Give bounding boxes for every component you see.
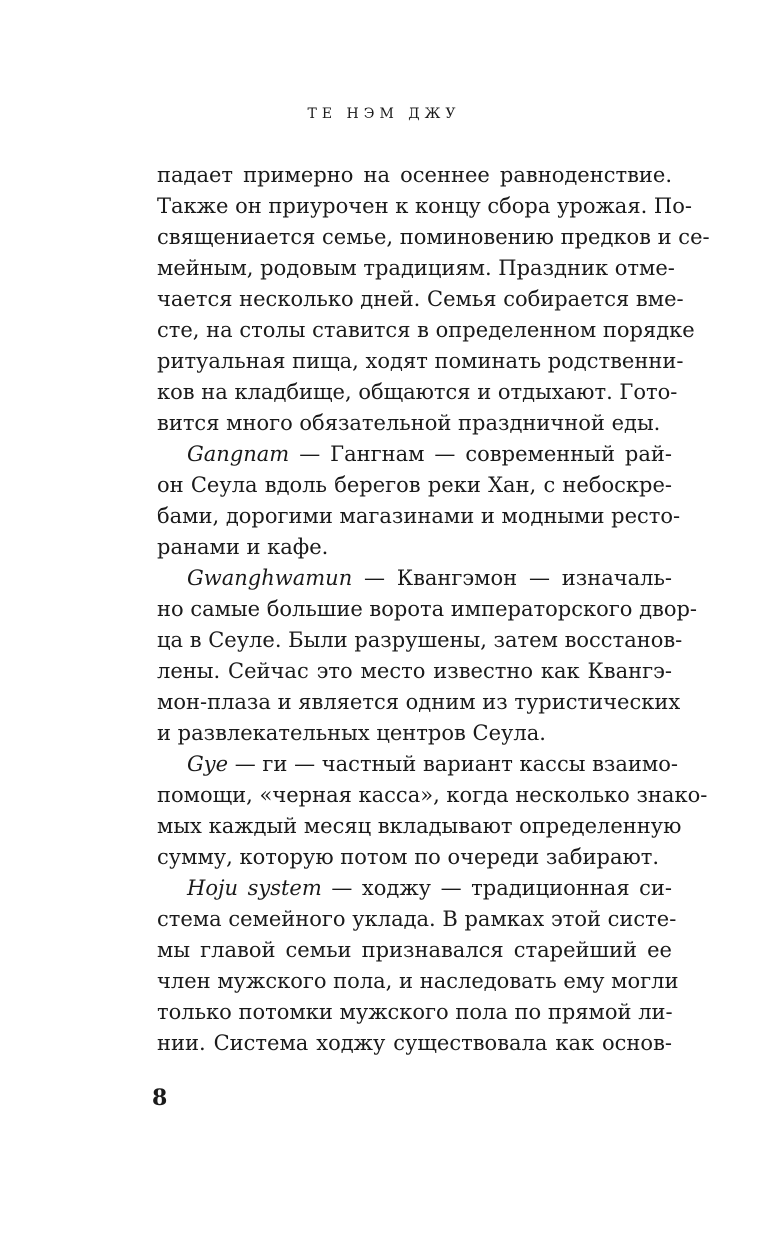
text-line: только потомки мужского пола по прямой ли- xyxy=(157,1000,673,1024)
text-line: чается несколько дней. Семья собирается вме- xyxy=(157,287,684,311)
text-line: мейным, родовым традициям. Праздник отме- xyxy=(157,256,675,280)
term-gwanghwamun: Gwanghwamun xyxy=(187,566,353,590)
text-line: ков на кладбище, общаются и отдыхают. Гото- xyxy=(157,380,678,404)
definition-start: — ходжу — традиционная си- xyxy=(321,876,672,900)
text-line: Также он приурочен к концу сбора урожая. По- xyxy=(157,194,692,218)
page-number: 8 xyxy=(152,1085,168,1111)
term-gangnam: Gangnam xyxy=(187,442,290,466)
text-line: помощи, «черная касса», когда несколько знако- xyxy=(157,783,708,807)
text-line: бами, дорогими магазинами и модными ресто- xyxy=(157,504,681,528)
body-text xyxy=(157,160,710,1059)
text-line: сумму, которую потом по очереди забирают. xyxy=(157,845,660,869)
paragraph-gwanghwamun xyxy=(157,563,698,749)
text-line: стема семейного уклада. В рамках этой систе- xyxy=(157,907,677,931)
text-line: ца в Сеуле. Были разрушены, затем восстанов- xyxy=(157,628,683,652)
paragraph-gye xyxy=(157,749,708,873)
definition-start: — Гангнам — современный рай- xyxy=(289,442,672,466)
text-line: мых каждый месяц вкладывают определенную xyxy=(157,814,682,838)
text-line xyxy=(157,563,672,594)
running-head: ТЕ НЭМ ДЖУ xyxy=(307,106,461,122)
text-line: ритуальная пища, ходят поминать родственни- xyxy=(157,349,684,373)
text-line: ранами и кафе. xyxy=(157,535,329,559)
text-line: сте, на столы ставится в определенном порядке xyxy=(157,318,695,342)
text-line: он Сеула вдоль берегов реки Хан, с небоскре- xyxy=(157,473,672,497)
text-line: и развлекательных центров Сеула. xyxy=(157,721,546,745)
text-line: вится много обязательной праздничной еды. xyxy=(157,411,661,435)
text-line: мы главой семьи признавался старейший ее xyxy=(157,938,672,962)
text-line: мон-плаза и является одним из туристических xyxy=(157,690,681,714)
text-line xyxy=(157,873,672,904)
definition-start: — Квангэмон — изначаль- xyxy=(352,566,672,590)
term-gye: Gye xyxy=(187,752,229,776)
text-line: нии. Система ходжу существовала как основ- xyxy=(157,1031,672,1055)
text-line: падает примерно на осеннее равноденствие. xyxy=(157,163,672,187)
text-line: член мужского пола, и наследовать ему могли xyxy=(157,969,679,993)
paragraph-hoju-system xyxy=(157,873,679,1059)
term-hoju-system: Hoju system xyxy=(187,876,322,900)
definition-start: — ги — частный вариант кассы взаимо- xyxy=(228,752,678,776)
text-line: священиается семье, поминовению предков и се- xyxy=(157,225,710,249)
text-line: лены. Сейчас это место известно как Квангэ- xyxy=(157,659,672,683)
text-line xyxy=(157,749,678,780)
text-line xyxy=(157,439,672,470)
paragraph-gangnam xyxy=(157,439,681,563)
paragraph-chuseok-continuation xyxy=(157,160,710,439)
text-line: но самые большие ворота императорского двор- xyxy=(157,597,698,621)
